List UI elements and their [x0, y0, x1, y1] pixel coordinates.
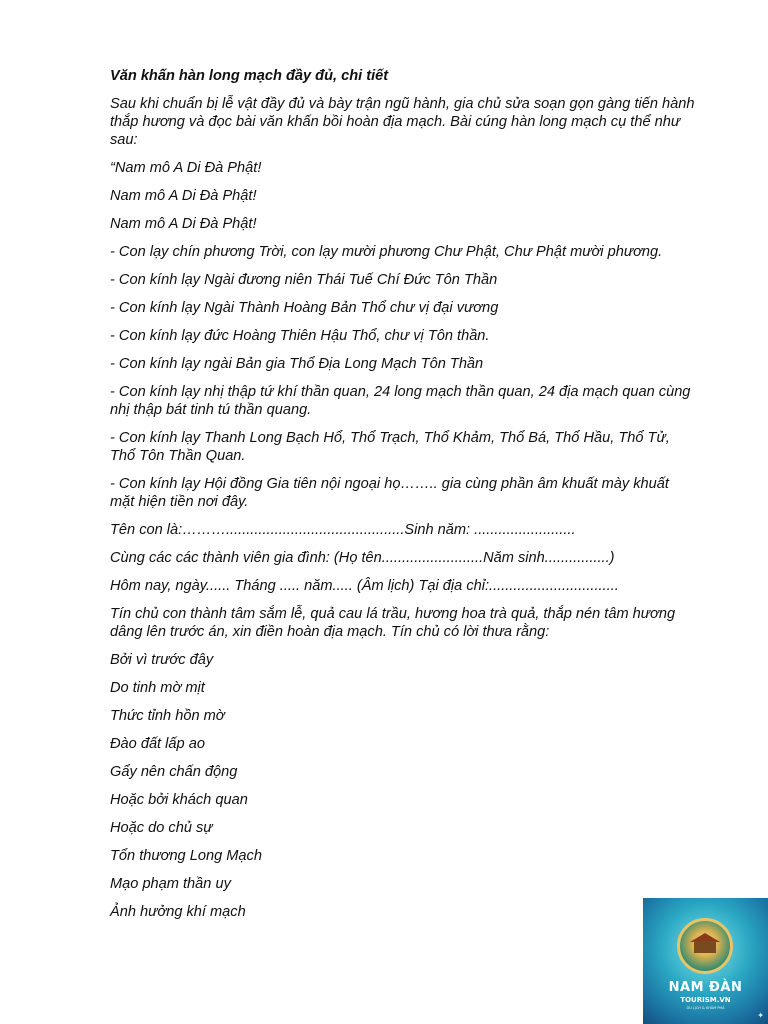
paragraph-intro: Sau khi chuẩn bị lễ vật đầy đủ và bày trận ngũ hành, gia chủ sửa soạn gọn gàng tiến hành thắp hương và đọc bài văn khấn bồi hoàn địa mạch. Bài cúng hàn long mạch cụ thể như sau:: [110, 96, 695, 148]
sparkle-icon: ✦: [757, 1011, 764, 1020]
logo-name: NAM ĐÀN: [668, 980, 743, 995]
paragraph-prayer-line: - Con kính lạy đức Hoàng Thiên Hậu Thổ, chư vị Tôn thần.: [110, 328, 490, 344]
paragraph-prayer-line: - Con kính lạy nhị thập tứ khí thần quan, 24 long mạch thần quan, 24 địa mạch quan cùng nhị thập bát tinh tú thần quang.: [110, 384, 691, 418]
paragraph-invocation: “Nam mô A Di Đà Phật!: [110, 160, 262, 176]
paragraph-prayer-line: - Con kính lạy Thanh Long Bạch Hổ, Thổ Trạch, Thổ Khảm, Thổ Bá, Thổ Hầu, Thổ Tử, Thổ Tôn Thần Quan.: [110, 430, 670, 464]
paragraph-verse: Do tinh mờ mịt: [110, 680, 205, 696]
document-title: Văn khấn hàn long mạch đầy đủ, chi tiết: [110, 68, 389, 84]
paragraph-verse: Hoặc bởi khách quan: [110, 792, 248, 808]
paragraph-name-field: Tên con là:………............................................Sinh năm: .........................: [110, 522, 576, 538]
logo-site: TOURISM.VN: [680, 996, 731, 1004]
paragraph-offering: Tín chủ con thành tâm sắm lễ, quả cau lá trầu, hương hoa trà quả, thắp nén tâm hương dâng lên trước án, xin điền hoàn địa mạch. Tín chủ có lời thưa rằng:: [110, 606, 676, 640]
paragraph-family-field: Cùng các các thành viên gia đình: (Họ tên.........................Năm sinh................): [110, 550, 615, 566]
document-body: [110, 95, 695, 921]
logo-tagline: DU LỊCH & KHÁM PHÁ: [686, 1006, 725, 1010]
paragraph-date-field: Hôm nay, ngày...... Tháng ..... năm..... (Âm lịch) Tại địa chỉ:................................: [110, 578, 619, 594]
paragraph-invocation: Nam mô A Di Đà Phật!: [110, 216, 257, 232]
paragraph-verse: Gẩy nên chấn động: [110, 764, 238, 780]
paragraph-prayer-line: - Con kính lạy ngài Bản gia Thổ Địa Long Mạch Tôn Thần: [110, 356, 484, 372]
paragraph-prayer-line: - Con kính lạy Hội đồng Gia tiên nội ngoại họ…….. gia cùng phần âm khuất mày khuất mặt hiện tiền nơi đây.: [110, 476, 669, 510]
paragraph-verse: Tổn thương Long Mạch: [110, 848, 262, 864]
paragraph-prayer-line: - Con kính lạy Ngài Thành Hoàng Bản Thổ chư vị đại vương: [110, 300, 499, 316]
paragraph-verse: Thức tỉnh hồn mờ: [110, 708, 225, 724]
paragraph-verse: Đào đất lấp ao: [110, 736, 205, 752]
nam-dan-tourism-logo: [643, 898, 768, 1024]
paragraph-verse: Mạo phạm thần uy: [110, 876, 231, 892]
logo-emblem-icon: [677, 918, 733, 974]
paragraph-verse: Ảnh hưởng khí mạch: [110, 904, 246, 920]
paragraph-prayer-line: - Con kính lạy Ngài đương niên Thái Tuế Chí Đức Tôn Thần: [110, 272, 498, 288]
paragraph-verse: Hoặc do chủ sự: [110, 820, 213, 836]
house-icon: [694, 941, 716, 953]
paragraph-prayer-line: - Con lạy chín phương Trời, con lạy mười phương Chư Phật, Chư Phật mười phương.: [110, 244, 663, 260]
paragraph-invocation: Nam mô A Di Đà Phật!: [110, 188, 257, 204]
paragraph-verse: Bởi vì trước đây: [110, 652, 214, 668]
document-page: [110, 67, 695, 931]
